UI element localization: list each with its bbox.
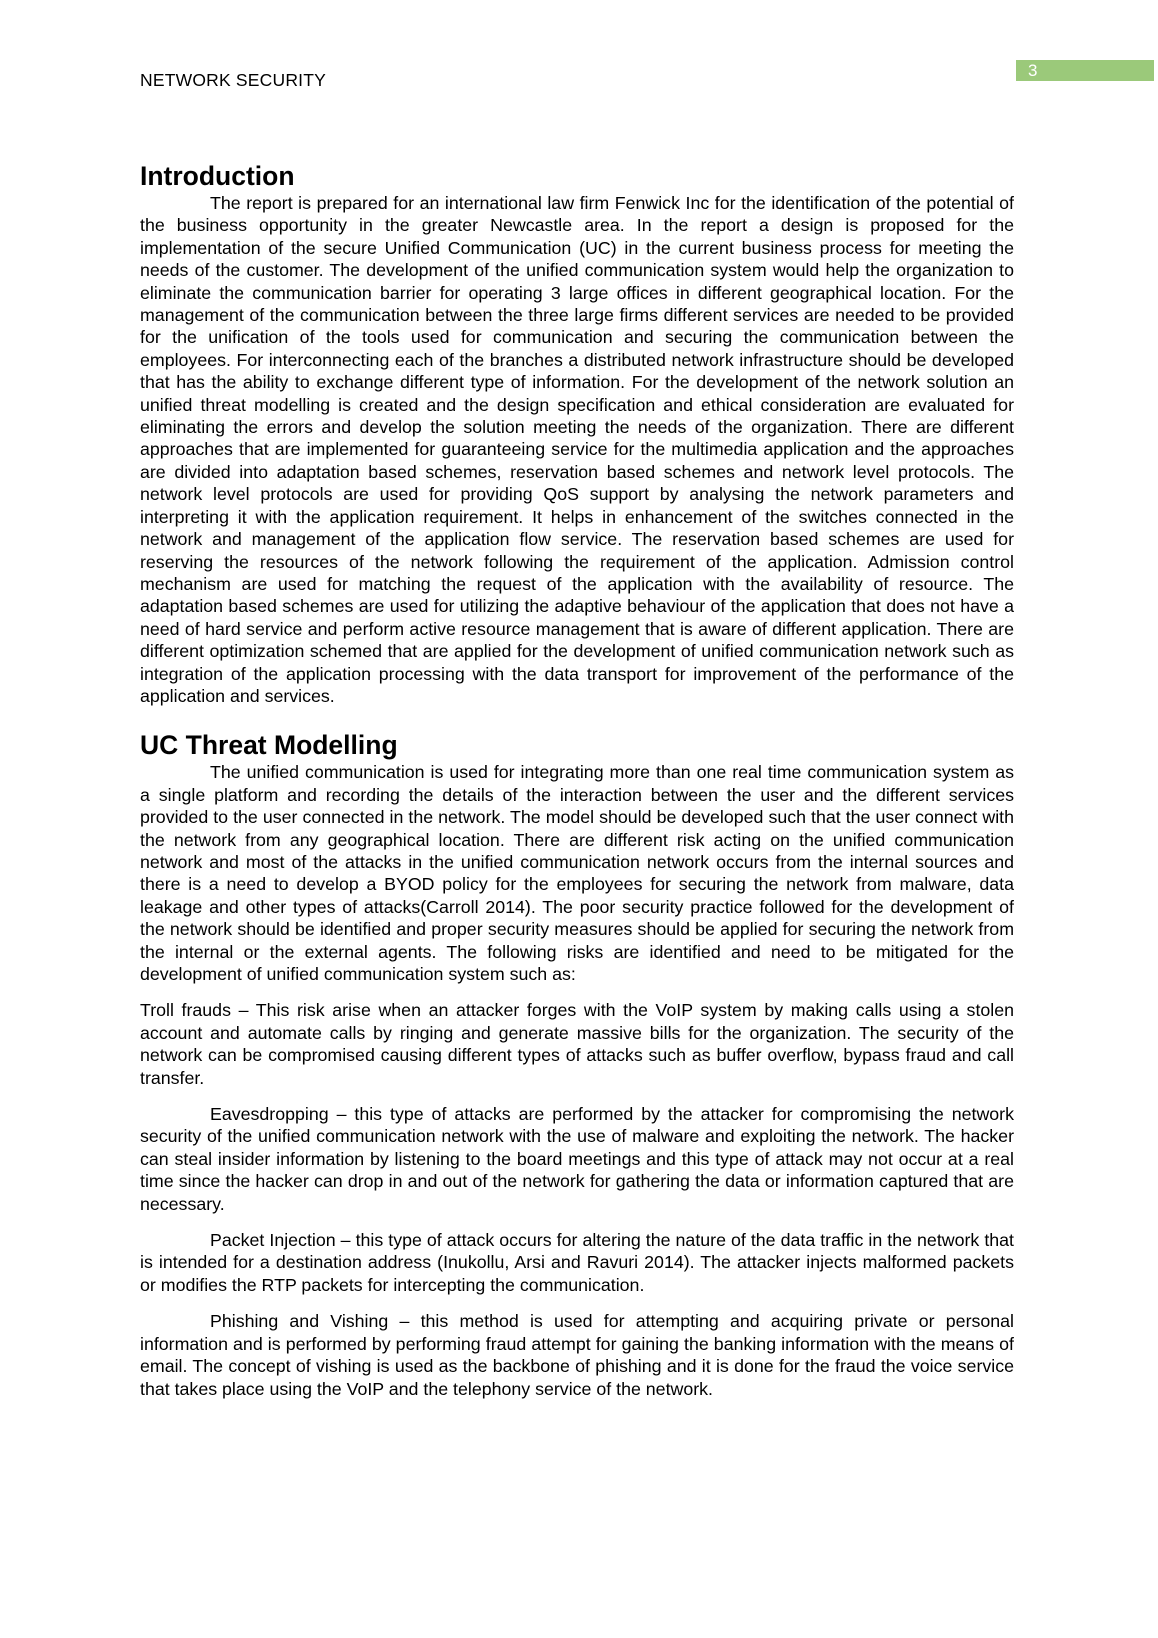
page-number: 3 <box>1028 61 1038 80</box>
threat-modelling-heading: UC Threat Modelling <box>140 730 398 761</box>
threat-modelling-paragraph: The unified communication is used for integrating more than one real time communication system as a single platform and recording the details of the interaction between the user and the different services provided to the user connected in the network. The model should be developed such that the user connect with the network from any geographical location. There are different risk acting on the unified communication network and most of the attacks in the unified communication network occurs from the internal sources and there is a need to develop a BYOD policy for the employees for securing the network from malware, data leakage and other types of attacks(Carroll 2014). The poor security practice followed for the development of the network should be identified and proper security measures should be applied for securing the network from the internal or the external agents. The following risks are identified and need to be mitigated for the development of unified communication system such as: <box>140 762 1014 984</box>
introduction-paragraph: The report is prepared for an international law firm Fenwick Inc for the identification of the potential of the business opportunity in the greater Newcastle area. In the report a design is proposed for the implementation of the secure Unified Communication (UC) in the current business process for meeting the needs of the customer. The development of the unified communication system would help the organization to eliminate the communication barrier for operating 3 large offices in different geographical location. For the management of the communication between the three large firms different services are needed to be provided for the unification of the tools used for communication and securing the communication between the employees. For interconnecting each of the branches a distributed network infrastructure should be developed that has the ability to exchange different type of information. For the development of the network solution an unified threat modelling is created and the design specification and ethical consideration are evaluated for eliminating the errors and develop the solution meeting the needs of the organization. There are different approaches that are implemented for guaranteeing service for the multimedia application and the approaches are divided into adaptation based schemes, reservation based schemes and network level protocols. The network level protocols are used for providing QoS support by analysing the network parameters and interpreting it with the application requirement. It helps in enhancement of the switches connected in the network and management of the application flow service. The reservation based schemes are used for reserving the resources of the network following the requirement of the application. Admission control mechanism are used for matching the request of the application with the availability of resource. The adaptation based schemes are used for utilizing the adaptive behaviour of the application that does not have a need of hard service and perform active resource management that is aware of different application. There are different optimization schemed that are applied for the development of unified communication network such as integration of the application processing with the data transport for improvement of the performance of the application and services. <box>140 193 1014 706</box>
eavesdropping-paragraph: Eavesdropping – this type of attacks are performed by the attacker for compromising the network security of the unified communication network with the use of malware and exploiting the network. The hacker can steal insider information by listening to the board meetings and this type of attack may not occur at a real time since the hacker can drop in and out of the network for gathering the data or information captured that are necessary. <box>140 1104 1014 1214</box>
page-number-badge <box>1016 60 1154 81</box>
packet-injection-paragraph: Packet Injection – this type of attack occurs for altering the nature of the data traffic in the network that is intended for a destination address (Inukollu, Arsi and Ravuri 2014). The attacker injects malformed packets or modifies the RTP packets for intercepting the communication. <box>140 1230 1014 1295</box>
document-body <box>140 160 1014 1400</box>
phishing-vishing-paragraph: Phishing and Vishing – this method is used for attempting and acquiring private or personal information and is performed by performing fraud attempt for gaining the banking information with the means of email. The concept of vishing is used as the backbone of phishing and it is done for the fraud the voice service that takes place using the VoIP and the telephony service of the network. <box>140 1311 1014 1399</box>
troll-frauds-paragraph: Troll frauds – This risk arise when an attacker forges with the VoIP system by making calls using a stolen account and automate calls by ringing and generate massive bills for the organization. The security of the network can be compromised causing different types of attacks such as buffer overflow, bypass fraud and call transfer. <box>140 1000 1014 1088</box>
running-header-title: NETWORK SECURITY <box>140 70 326 90</box>
introduction-heading: Introduction <box>140 161 295 191</box>
